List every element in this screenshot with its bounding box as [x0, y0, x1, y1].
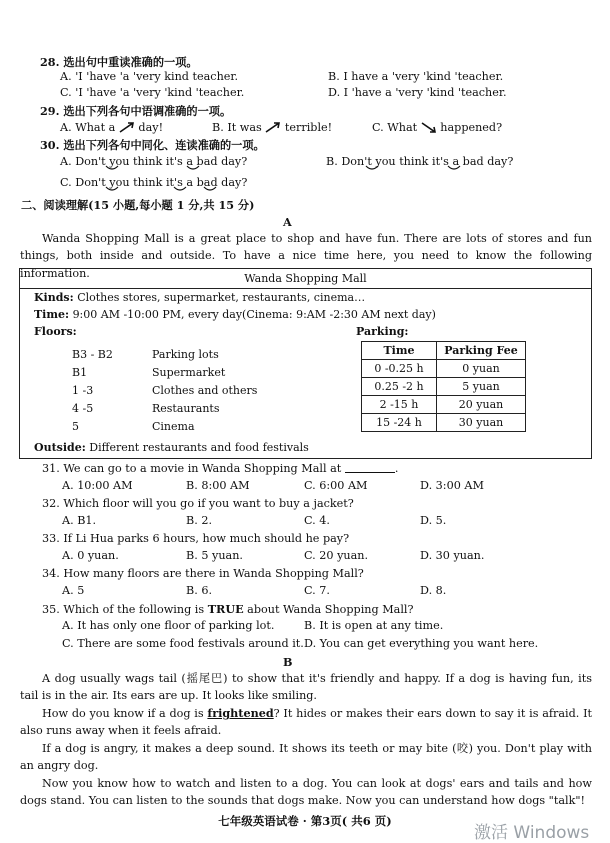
q35-option-b[interactable]: B. It is open at any time.	[304, 619, 444, 632]
q30-a-liaison-marks	[104, 165, 324, 173]
floor-use: Parking lots	[152, 348, 219, 361]
q29-a-text-post: day!	[138, 121, 164, 134]
q33-option-d[interactable]: D. 30 yuan.	[420, 549, 485, 562]
passage-a-label: A	[283, 215, 292, 229]
passage-b-label: B	[283, 655, 293, 669]
mall-box-title: Wanda Shopping Mall	[244, 272, 367, 285]
q28-option-c[interactable]: C. 'I 'have 'a 'very 'kind 'teacher.	[60, 86, 245, 99]
box-divider	[20, 288, 591, 289]
kinds-value: Clothes stores, supermarket, restaurants, cinema…	[77, 291, 366, 304]
passage-b-paragraph: Now you know how to watch and listen to a dog. You can look at dogs' ears and tails and how dogs stand. You can listen to the sounds that dogs make. Now you can understand how dogs "talk"!	[20, 777, 592, 808]
q29-b-text-post: terrible!	[284, 121, 333, 134]
passage-a-intro: Wanda Shopping Mall is a great place to shop and have fun. There are lots of stores and fun things, both inside and outside. To have a nice time here, you need to know the following information.	[20, 232, 592, 280]
q32-option-b[interactable]: B. 2.	[186, 514, 213, 527]
q33-stem: 33. If Li Hua parks 6 hours, how much should he pay?	[42, 532, 350, 545]
p2-underlined-word: frightened	[207, 706, 274, 720]
q35-option-d[interactable]: D. You can get everything you want here.	[304, 637, 539, 650]
q29-c-text-pre: C. What	[372, 121, 418, 134]
floor-use: Restaurants	[152, 402, 220, 415]
outside-row	[34, 441, 309, 455]
parking-label: Parking:	[356, 325, 409, 338]
floor-use: Supermarket	[152, 366, 226, 379]
q34-option-a[interactable]: A. 5	[62, 584, 85, 597]
table-row	[362, 414, 526, 432]
table-cell: 0.25 -2 h	[362, 378, 437, 396]
q32-stem: 32. Which floor will you go if you want to buy a jacket?	[42, 497, 354, 510]
q30-b-liaison-marks	[364, 165, 584, 173]
floor-level: 5	[72, 420, 79, 433]
floor-level: B1	[72, 366, 88, 379]
q35-option-c[interactable]: C. There are some food festivals around it.	[62, 637, 304, 650]
q29-option-c[interactable]	[372, 121, 502, 135]
time-row	[34, 308, 436, 322]
table-row	[362, 396, 526, 414]
passage-b-paragraph: A dog usually wags tail (摇尾巴) to show that it's friendly and happy. If a dog is having fun, its tail is in the air. Its ears are up. It looks like smiling.	[20, 672, 592, 703]
table-cell: 30 yuan	[437, 414, 526, 432]
q29-c-text-post: happened?	[440, 121, 503, 134]
q28-option-d[interactable]: D. I 'have a 'very 'kind 'teacher.	[328, 86, 507, 99]
q31-stem: 31. We can go to a movie in Wanda Shopping Mall at	[42, 462, 342, 475]
p2-post: ? It hides or makes their ears down to say it is afraid. It also runs away when it feels afraid.	[20, 707, 592, 738]
floor-level: B3 - B2	[72, 348, 113, 361]
q28-stem: 28. 选出句中重读准确的一项。	[40, 55, 198, 69]
floor-use: Clothes and others	[152, 384, 258, 397]
table-cell: 5 yuan	[437, 378, 526, 396]
q31-option-b[interactable]: B. 8:00 AM	[186, 479, 250, 492]
q30-option-b[interactable]: B. Don't you think it's a bad day?	[326, 155, 514, 168]
windows-activation-watermark: 激活 Windows	[474, 823, 590, 843]
table-cell: 2 -15 h	[362, 396, 437, 414]
q31-option-a[interactable]: A. 10:00 AM	[62, 479, 133, 492]
time-label: Time:	[34, 308, 70, 321]
table-header: Time	[362, 342, 437, 360]
time-value: 9:00 AM -10:00 PM, every day(Cinema: 9:AM -2:30 AM next day)	[72, 308, 436, 321]
floor-use: Cinema	[152, 420, 195, 433]
table-header: Parking Fee	[437, 342, 526, 360]
q32-option-c[interactable]: C. 4.	[304, 514, 330, 527]
q29-option-a[interactable]	[60, 121, 163, 135]
q35-stem-post: about Wanda Shopping Mall?	[247, 603, 414, 616]
table-cell: 15 -24 h	[362, 414, 437, 432]
q33-option-c[interactable]: C. 20 yuan.	[304, 549, 369, 562]
q35-stem-bold: TRUE	[207, 602, 244, 616]
q31-option-c[interactable]: C. 6:00 AM	[304, 479, 368, 492]
q31-option-d[interactable]: D. 3:00 AM	[420, 479, 484, 492]
table-row	[362, 378, 526, 396]
floor-level: 1 -3	[72, 384, 94, 397]
rising-intonation-arrow-icon	[119, 121, 135, 133]
p2-pre: How do you know if a dog is	[42, 707, 204, 720]
q28-option-b[interactable]: B. I have a 'very 'kind 'teacher.	[328, 70, 504, 83]
passage-b-paragraph	[20, 705, 592, 740]
q33-option-a[interactable]: A. 0 yuan.	[62, 549, 119, 562]
q29-option-b[interactable]	[212, 121, 332, 135]
q31-stem-row: 31. We can go to a movie in Wanda Shopping Mall at .	[42, 462, 399, 475]
outside-label: Outside:	[34, 441, 86, 454]
q33-option-b[interactable]: B. 5 yuan.	[186, 549, 243, 562]
outside-value: Different restaurants and food festivals	[89, 441, 309, 454]
q34-stem: 34. How many floors are there in Wanda Shopping Mall?	[42, 567, 364, 580]
q34-option-b[interactable]: B. 6.	[186, 584, 213, 597]
q32-option-d[interactable]: D. 5.	[420, 514, 447, 527]
q34-option-d[interactable]: D. 8.	[420, 584, 447, 597]
answer-blank[interactable]	[345, 462, 395, 473]
q30-stem: 30. 选出下列各句中同化、连读准确的一项。	[40, 138, 265, 152]
table-cell: 0 -0.25 h	[362, 360, 437, 378]
q29-b-text-pre: B. It was	[212, 121, 262, 134]
kinds-label: Kinds:	[34, 291, 74, 304]
table-row	[362, 342, 526, 360]
q30-option-a[interactable]: A. Don't you think it's a bad day?	[60, 155, 248, 168]
q35-option-a[interactable]: A. It has only one floor of parking lot.	[62, 619, 275, 632]
floors-label: Floors:	[34, 325, 77, 338]
q30-c-liaison-marks	[104, 186, 324, 194]
section-title: 二、阅读理解(15 小题,每小题 1 分,共 15 分)	[21, 198, 255, 212]
q30-option-c[interactable]: C. Don't you think it's a bad day?	[60, 176, 248, 189]
q35-stem	[42, 602, 414, 617]
rising-intonation-arrow-icon	[265, 121, 281, 133]
q34-option-c[interactable]: C. 7.	[304, 584, 330, 597]
q29-stem: 29. 选出下列各句中语调准确的一项。	[40, 104, 232, 118]
falling-intonation-arrow-icon	[421, 121, 437, 133]
q29-a-text-pre: A. What a	[60, 121, 116, 134]
parking-fee-table	[361, 341, 526, 432]
page-footer: 七年级英语试卷 · 第3页( 共6 页)	[218, 814, 392, 828]
q35-stem-pre: 35. Which of the following is	[42, 603, 205, 616]
kinds-row	[34, 291, 365, 305]
floor-level: 4 -5	[72, 402, 94, 415]
table-cell: 20 yuan	[437, 396, 526, 414]
passage-b-paragraph: If a dog is angry, it makes a deep sound. It shows its teeth or may bite (咬) you. Don't play with an angry dog.	[20, 742, 592, 773]
q28-option-a[interactable]: A. 'I 'have 'a 'very kind teacher.	[60, 70, 239, 83]
table-cell: 0 yuan	[437, 360, 526, 378]
q32-option-a[interactable]: A. B1.	[62, 514, 97, 527]
table-row	[362, 360, 526, 378]
